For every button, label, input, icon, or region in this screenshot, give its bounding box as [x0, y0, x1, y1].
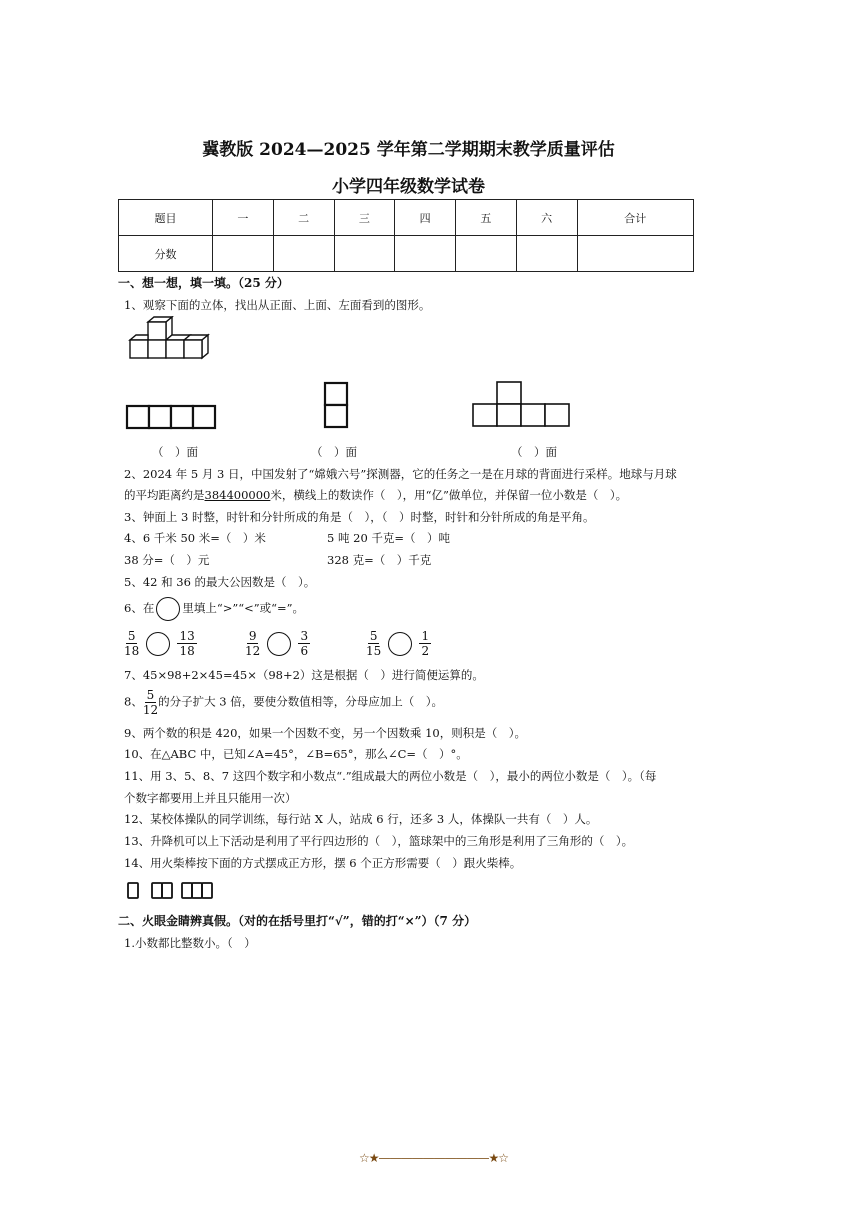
- numerator: 3: [300, 629, 309, 643]
- fraction: [298, 629, 310, 658]
- table-cell: 一: [213, 200, 274, 236]
- circle-icon: [156, 597, 180, 621]
- question-9: 9、两个数的积是 420，如果一个因数不变，另一个因数乘 10，则积是（ ）。: [124, 726, 526, 740]
- question-4a: 4、6 千米 50 米=（ ）米: [124, 531, 266, 545]
- denominator: 2: [421, 644, 430, 658]
- question-2-line2: [124, 487, 627, 503]
- question-12: 12、某校体操队的同学训练，每行站 X 人，站成 6 行，还多 3 人，体操队一共有（ ）人。: [124, 812, 598, 826]
- q2-underlined-number: 384400000: [204, 488, 271, 502]
- q6-text-post: 里填上“>”“<”或“=”。: [182, 601, 305, 615]
- numerator: 9: [248, 629, 257, 643]
- view-shape-a: [125, 403, 220, 431]
- denominator: 18: [124, 644, 140, 658]
- view-label-a: （ ）面: [152, 445, 198, 459]
- fraction: [124, 629, 139, 658]
- question-11-line1: 11、用 3、5、8、7 这四个数字和小数点“.”组成最大的两位小数是（ ），最小的两位小数是（ ）。（每: [124, 769, 657, 783]
- denominator: 12: [142, 703, 159, 717]
- section2-heading: 二、火眼金睛辨真假。（对的在括号里打“√”，错的打“×”）（7 分）: [118, 914, 477, 928]
- score-table: [118, 199, 694, 272]
- view-shape-b: [322, 381, 350, 431]
- question-11-line2: 个数字都要用上并且只能用一次）: [124, 791, 297, 805]
- footer-decoration: ☆★——————————★☆: [358, 1151, 509, 1165]
- fraction: [177, 629, 196, 658]
- table-cell: 四: [395, 200, 456, 236]
- question-14: 14、用火柴棒按下面的方式摆成正方形，摆 6 个正方形需要（ ）跟火柴棒。: [124, 856, 522, 870]
- q8-text-pre: 8、: [124, 694, 143, 709]
- question-4b: 5 吨 20 千克=（ ）吨: [327, 531, 451, 545]
- question-6: [124, 597, 304, 621]
- table-row: [119, 236, 694, 272]
- numerator: 5: [146, 688, 155, 702]
- table-cell: 三: [334, 200, 395, 236]
- denominator: 12: [245, 644, 261, 658]
- question-5: 5、42 和 36 的最大公因数是（ ）。: [124, 575, 316, 589]
- exam-subtitle: 小学四年级数学试卷: [332, 177, 485, 197]
- table-cell: 五: [456, 200, 517, 236]
- fraction: [143, 688, 158, 717]
- score-input-cell[interactable]: [213, 236, 274, 272]
- matchstick-squares-figure: [126, 880, 218, 902]
- q2-text-pre: 的平均距离约是: [124, 488, 205, 502]
- q2-text-post: 米，横线上的数读作（ ），用“亿”做单位，并保留一位小数是（ ）。: [270, 488, 628, 502]
- compare-circle[interactable]: [146, 632, 170, 656]
- denominator: 6: [300, 644, 309, 658]
- question-13: 13、升降机可以上下活动是利用了平行四边形的（ ），篮球架中的三角形是利用了三角形的（ ）。: [124, 834, 634, 848]
- numerator: 1: [421, 629, 430, 643]
- exam-title: 冀教版 2024—2025 学年第二学期期末教学质量评估: [202, 140, 615, 160]
- compare-circle[interactable]: [388, 632, 412, 656]
- question-3: 3、钟面上 3 时整，时针和分针所成的角是（ ），（ ）时整，时针和分针所成的角是平角。: [124, 510, 595, 524]
- numerator: 5: [127, 629, 136, 643]
- question-2-line1: 2、2024 年 5 月 3 日，中国发射了“嫦娥六号”探测器，它的任务之一是在月球的背面进行采样。地球与月球: [124, 467, 677, 481]
- score-input-cell[interactable]: [273, 236, 334, 272]
- q6-text-pre: 6、在: [124, 601, 155, 615]
- question-1: 1、观察下面的立体，找出从正面、上面、左面看到的图形。: [124, 298, 431, 312]
- section1-heading: 一、想一想，填一填。（25 分）: [118, 276, 289, 290]
- fraction: [245, 629, 260, 658]
- question-10: 10、在△ABC 中，已知∠A=45°，∠B=65°，那么∠C=（ ）°。: [124, 747, 468, 761]
- score-input-cell[interactable]: [516, 236, 577, 272]
- score-input-cell[interactable]: [395, 236, 456, 272]
- score-input-cell[interactable]: [334, 236, 395, 272]
- denominator: 15: [366, 644, 382, 658]
- score-input-cell[interactable]: [456, 236, 517, 272]
- view-shape-c: [471, 379, 573, 431]
- cube-solid-figure: [126, 316, 216, 366]
- question-7: 7、45×98+2×45=45×（98+2）这是根据（ ）进行简便运算的。: [124, 668, 484, 682]
- fraction-compare-2: [245, 629, 310, 658]
- denominator: 18: [179, 644, 195, 658]
- table-cell: 六: [516, 200, 577, 236]
- view-label-b: （ ）面: [311, 445, 357, 459]
- question-4d: 328 克=（ ）千克: [327, 553, 432, 567]
- fraction: [419, 629, 431, 658]
- fraction: [366, 629, 381, 658]
- table-row: [119, 200, 694, 236]
- table-cell: 题目: [119, 200, 213, 236]
- section2-question-1: 1.小数都比整数小。（ ）: [124, 936, 256, 950]
- numerator: 5: [369, 629, 378, 643]
- fraction-compare-3: [366, 629, 431, 658]
- fraction-compare-1: [124, 629, 197, 658]
- view-label-c: （ ）面: [511, 445, 557, 459]
- numerator: 13: [179, 629, 195, 643]
- q8-text-post: 的分子扩大 3 倍，要使分数值相等，分母应加上（ ）。: [158, 694, 443, 709]
- question-4c: 38 分=（ ）元: [124, 553, 210, 567]
- compare-circle[interactable]: [267, 632, 291, 656]
- table-cell: 合计: [577, 200, 694, 236]
- score-input-cell[interactable]: [577, 236, 694, 272]
- question-8: [124, 688, 443, 717]
- table-cell: 二: [273, 200, 334, 236]
- table-cell: 分数: [119, 236, 213, 272]
